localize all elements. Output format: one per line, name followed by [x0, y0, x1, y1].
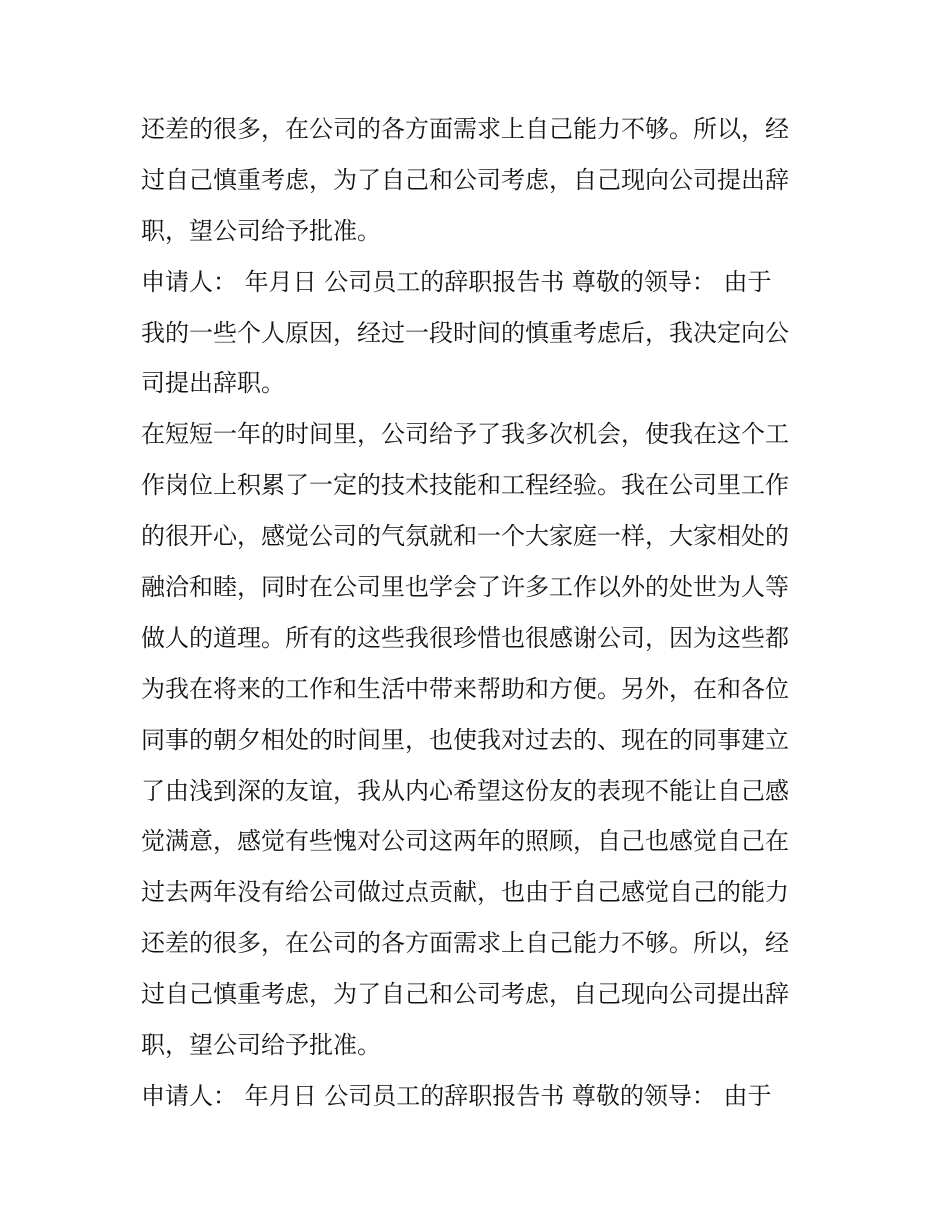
- text-line: 融洽和睦，同时在公司里也学会了许多工作以外的处世为人等: [141, 573, 789, 602]
- text-line: 职，望公司给予批准。: [141, 216, 381, 245]
- text-line: 在短短一年的时间里，公司给予了我多次机会，使我在这个工: [141, 420, 789, 449]
- text-line: 申请人： 年月日 公司员工的辞职报告书 尊敬的领导： 由于: [141, 267, 772, 296]
- text-line: 还差的很多，在公司的各方面需求上自己能力不够。所以，经: [141, 115, 789, 143]
- text-line: 过自己慎重考虑，为了自己和公司考虑，自己现向公司提出辞: [141, 980, 789, 1009]
- text-line: 觉满意，感觉有些愧对公司这两年的照顾，自己也感觉自己在: [141, 827, 789, 856]
- text-line: 职，望公司给予批准。: [141, 1031, 381, 1060]
- document-body: [141, 104, 813, 1122]
- text-line: 过去两年没有给公司做过点贡献，也由于自己感觉自己的能力: [141, 878, 789, 907]
- text-line: 过自己慎重考虑，为了自己和公司考虑，自己现向公司提出辞: [141, 165, 789, 194]
- text-line: 做人的道理。所有的这些我很珍惜也很感谢公司，因为这些都: [141, 623, 789, 652]
- text-line: 了由浅到深的友谊，我从内心希望这份友的表现不能让自己感: [141, 776, 789, 805]
- text-line: 还差的很多，在公司的各方面需求上自己能力不够。所以，经: [141, 929, 789, 958]
- text-line: 申请人： 年月日 公司员工的辞职报告书 尊敬的领导： 由于: [141, 1081, 772, 1110]
- text-line: 为我在将来的工作和生活中带来帮助和方便。另外，在和各位: [141, 674, 789, 703]
- text-line: 作岗位上积累了一定的技术技能和工程经验。我在公司里工作: [141, 471, 789, 500]
- text-line: 同事的朝夕相处的时间里，也使我对过去的、现在的同事建立: [141, 725, 789, 754]
- text-line: 的很开心，感觉公司的气氛就和一个大家庭一样，大家相处的: [141, 522, 789, 551]
- text-line: 司提出辞职。: [141, 369, 285, 398]
- text-line: 我的一些个人原因，经过一段时间的慎重考虑后，我决定向公: [141, 318, 789, 347]
